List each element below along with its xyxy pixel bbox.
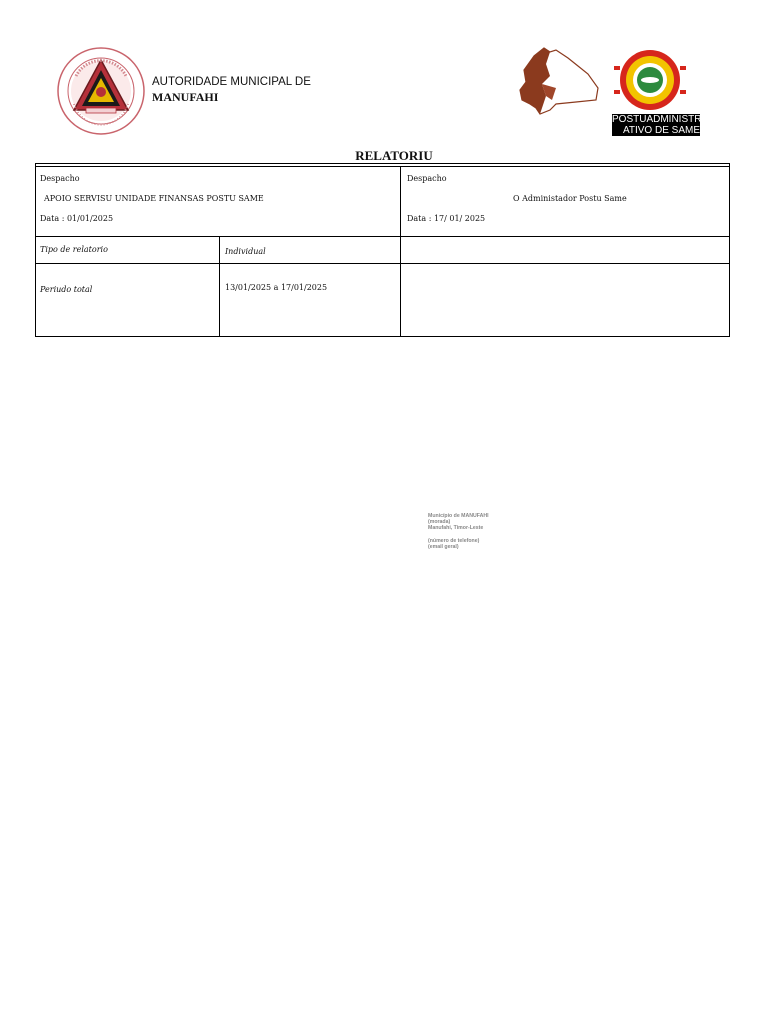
right-despacho-label: Despacho xyxy=(407,174,447,183)
table-inner-top-border xyxy=(36,166,729,167)
authority-line1: AUTORIDADE MUNICIPAL DE xyxy=(152,76,311,88)
table-center-divider xyxy=(400,166,401,336)
footer-email-placeholder: (email geral) xyxy=(428,543,459,550)
footer-phone-placeholder: (número de telefone) xyxy=(428,537,480,544)
right-admin-name: O Administador Postu Same xyxy=(513,194,627,203)
periudo-total-value: 13/01/2025 a 17/01/2025 xyxy=(225,283,328,292)
document-title: RELATORIU xyxy=(355,148,433,163)
footer-address-placeholder: (morada) xyxy=(428,519,451,526)
right-date: Data : 17/ 01/ 2025 xyxy=(407,214,486,223)
report-table xyxy=(35,163,730,337)
footer-municipality: Município de MANUFAHI xyxy=(428,513,489,519)
authority-line2: MANUFAHI xyxy=(152,90,219,104)
post-label-line1: POSTUADMINISTR xyxy=(612,114,702,125)
left-despacho-label: Despacho xyxy=(40,174,80,183)
post-administrative-emblem xyxy=(610,48,690,112)
municipality-map-logo xyxy=(516,44,602,116)
periudo-total-label: Periudo total xyxy=(40,285,93,294)
footer-address xyxy=(428,513,489,550)
table-row-divider-1 xyxy=(36,236,729,237)
footer-location: Manufahi, Timor-Leste xyxy=(428,525,484,532)
tipo-relatorio-label: Tipo de relatorio xyxy=(40,245,108,254)
post-administrative-label xyxy=(612,114,700,136)
post-label-line2: ATIVO DE SAME xyxy=(622,125,700,136)
left-date: Data : 01/01/2025 xyxy=(40,214,114,223)
table-label-divider xyxy=(219,236,220,336)
left-unit-name: APOIO SERVISU UNIDADE FINANSAS POSTU SAME xyxy=(44,194,264,203)
tipo-relatorio-value: Individual xyxy=(225,247,266,256)
table-row-divider-2 xyxy=(36,263,729,264)
rdtl-seal-logo xyxy=(56,46,146,136)
